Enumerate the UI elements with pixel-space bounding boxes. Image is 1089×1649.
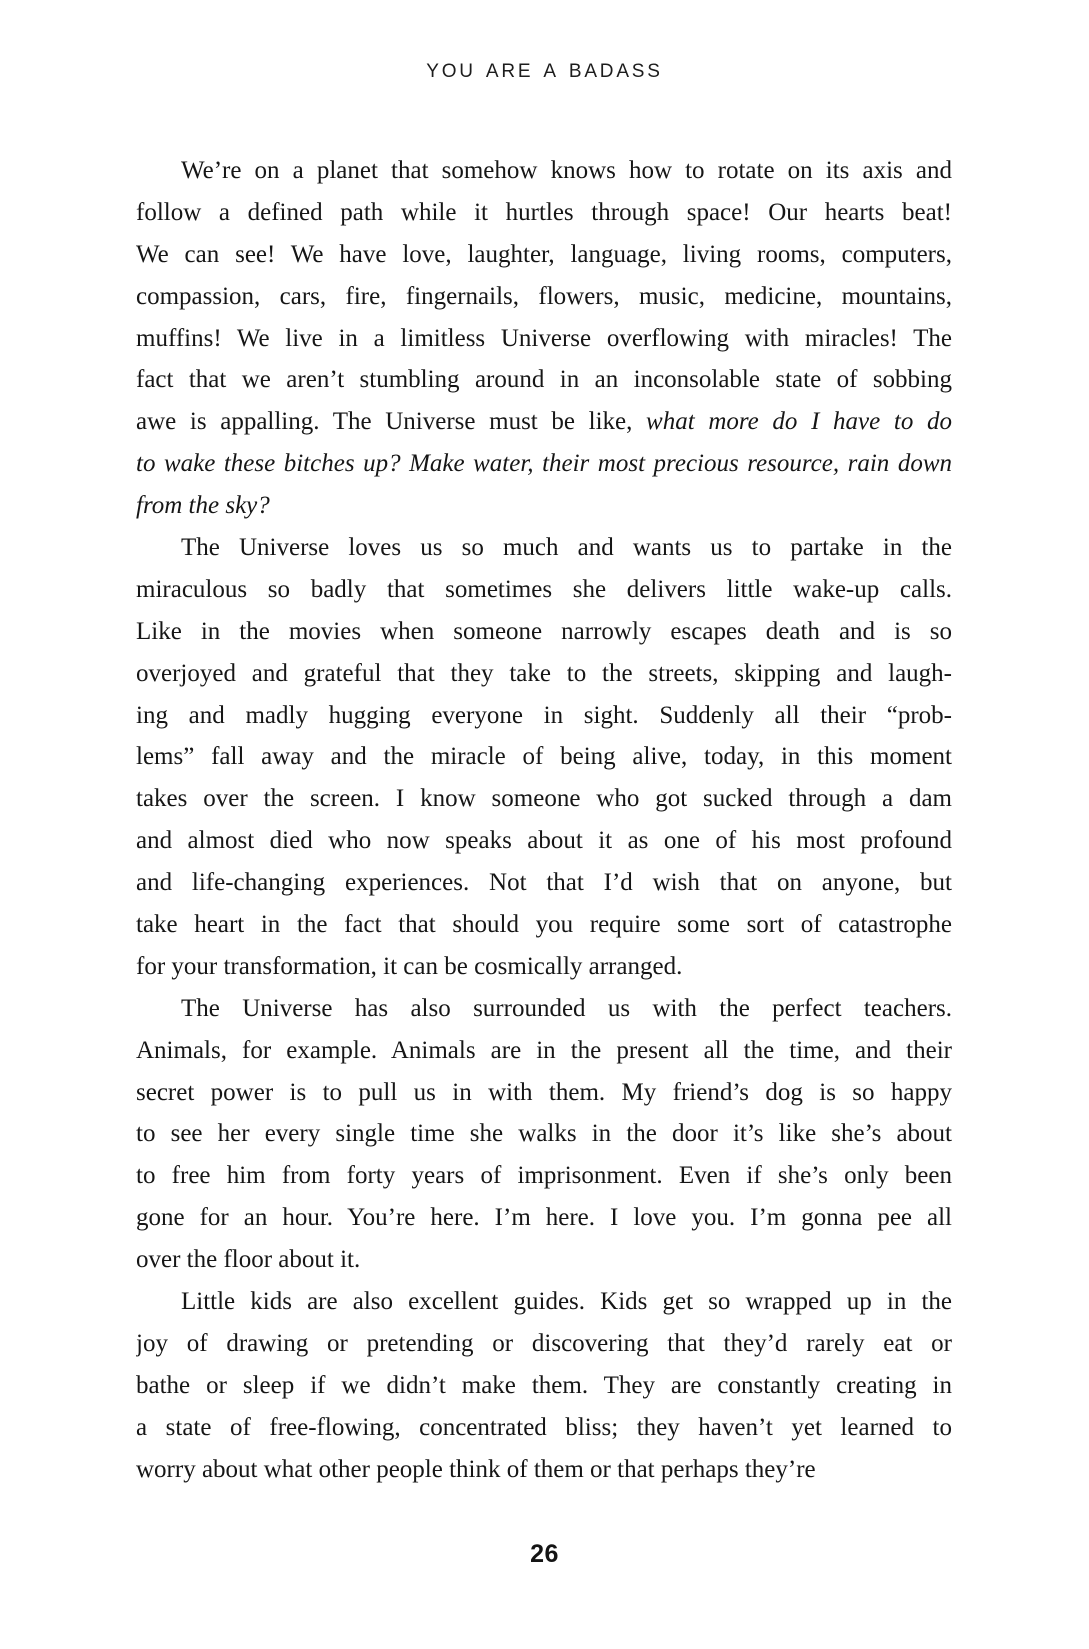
text-segment: compassion, cars, fire, fingernails, flowers, music, medicine, mountains, (136, 282, 952, 310)
text-line (136, 1281, 952, 1323)
text-line (136, 1197, 952, 1239)
text-line (136, 276, 952, 318)
text-segment: and life-changing experiences. Not that I’d wish that on anyone, but (136, 869, 952, 897)
text-segment: ing and madly hugging everyone in sight. Suddenly all their “prob- (136, 701, 952, 729)
text-line (136, 1449, 952, 1491)
text-segment: for your transformation, it can be cosmically arranged. (136, 952, 683, 980)
text-segment: and almost died who now speaks about it as one of his most profound (136, 827, 952, 855)
text-line (136, 359, 952, 401)
page-number: 26 (530, 1540, 559, 1568)
text-segment: Little kids are also excellent guides. Kids get so wrapped up in the (181, 1288, 952, 1316)
text-segment: We’re on a planet that somehow knows how to rotate on its axis and (181, 157, 952, 184)
text-segment: over the floor about it. (136, 1246, 361, 1274)
running-header: YOU ARE A BADASS (426, 61, 663, 82)
text-segment: miraculous so badly that sometimes she delivers little wake-up calls. (136, 575, 952, 603)
text-segment: awe is appalling. The Universe must be like, (136, 408, 647, 436)
text-line (136, 443, 952, 485)
text-line (136, 569, 952, 611)
text-segment: bathe or sleep if we didn’t make them. They are constantly creating in (136, 1371, 952, 1399)
text-segment: a state of free-flowing, concentrated bliss; they haven’t yet learned to (136, 1413, 952, 1441)
text-segment: gone for an hour. You’re here. I’m here. I love you. I’m gonna pee all (136, 1204, 952, 1232)
text-line (136, 1239, 952, 1281)
text-block (136, 150, 952, 1491)
text-line (136, 234, 952, 276)
text-segment: take heart in the fact that should you require some sort of catastrophe (136, 911, 952, 939)
text-line (136, 1407, 952, 1449)
text-segment: The Universe has also surrounded us with the perfect teachers. (181, 994, 952, 1022)
paragraph (136, 988, 952, 1281)
paragraph (136, 527, 952, 988)
text-line (136, 695, 952, 737)
text-line (136, 988, 952, 1030)
text-line (136, 904, 952, 946)
text-line (136, 1155, 952, 1197)
text-line (136, 401, 952, 443)
text-segment: to see her every single time she walks in the door it’s like she’s about (136, 1120, 952, 1148)
text-line (136, 150, 952, 192)
text-segment: overjoyed and grateful that they take to the streets, skipping and laugh- (136, 659, 952, 687)
text-segment: follow a defined path while it hurtles through space! Our hearts beat! (136, 198, 952, 226)
text-segment: fact that we aren’t stumbling around in an inconsolable state of sobbing (136, 366, 952, 394)
italic-text-segment: what more do I have to do (646, 408, 952, 436)
text-line (136, 527, 952, 569)
paragraph (136, 150, 952, 527)
text-line (136, 192, 952, 234)
text-line (136, 1113, 952, 1155)
text-line (136, 611, 952, 653)
text-segment: Animals, for example. Animals are in the present all the time, and their (136, 1036, 952, 1064)
text-segment: Like in the movies when someone narrowly escapes death and is so (136, 617, 952, 645)
text-line (136, 1365, 952, 1407)
italic-text-segment: from the sky? (136, 492, 270, 520)
paragraph (136, 1281, 952, 1490)
text-line (136, 653, 952, 695)
text-segment: takes over the screen. I know someone who got sucked through a dam (136, 785, 952, 813)
text-line (136, 1030, 952, 1072)
text-segment: We can see! We have love, laughter, language, living rooms, computers, (136, 240, 952, 268)
text-line (136, 1323, 952, 1365)
text-segment: muffins! We live in a limitless Universe overflowing with miracles! The (136, 324, 952, 352)
text-line (136, 862, 952, 904)
text-line (136, 946, 952, 988)
text-segment: joy of drawing or pretending or discovering that they’d rarely eat or (136, 1329, 952, 1357)
italic-text-segment: to wake these bitches up? Make water, their most precious resource, rain down (136, 450, 952, 478)
text-line (136, 1072, 952, 1114)
text-segment: worry about what other people think of them or that perhaps they’re (136, 1455, 816, 1483)
text-segment: lems” fall away and the miracle of being alive, today, in this moment (136, 743, 952, 771)
text-line (136, 485, 952, 527)
text-segment: secret power is to pull us in with them. My friend’s dog is so happy (136, 1078, 952, 1106)
text-line (136, 736, 952, 778)
text-line (136, 820, 952, 862)
text-line (136, 778, 952, 820)
text-segment: to free him from forty years of imprisonment. Even if she’s only been (136, 1162, 952, 1190)
text-line (136, 318, 952, 360)
text-segment: The Universe loves us so much and wants us to partake in the (181, 534, 952, 562)
